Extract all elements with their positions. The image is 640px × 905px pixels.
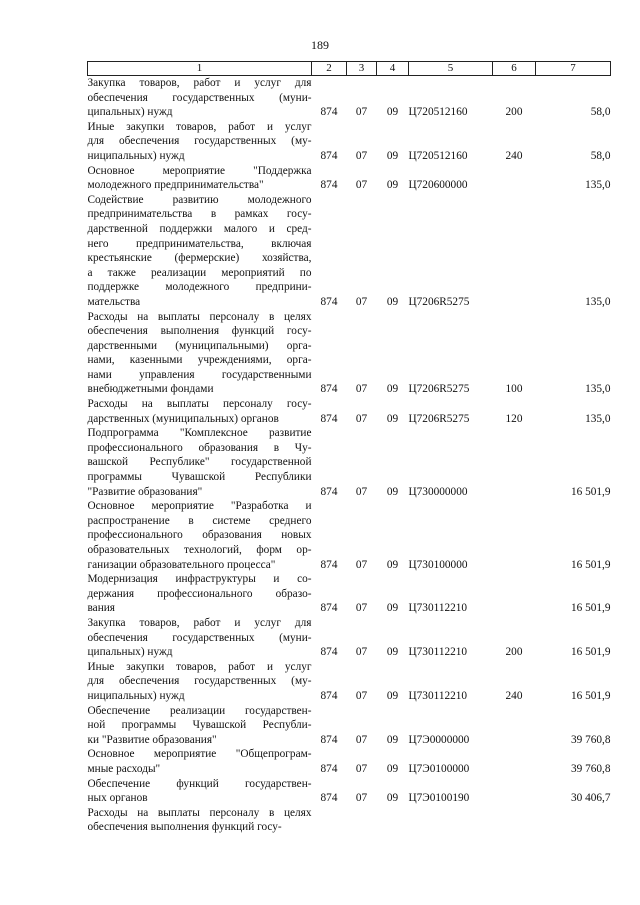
description-line: ки "Развитие образования" [87,733,217,746]
description-line: профессионального образования новых [87,529,312,542]
table-row [88,120,611,164]
section-code: 07 [355,733,368,746]
amount: 135,0 [585,179,611,192]
table-row [88,747,611,776]
row-description [88,806,312,835]
amount: 16 501,9 [570,558,611,571]
description-line: обеспечения выполнения функций госу- [87,821,282,834]
amount: 16 501,9 [570,646,611,659]
subsection-code: 09 [386,602,399,615]
description-line: Содействие развитию молодежного [87,193,312,206]
ministry-code: 874 [320,485,338,498]
description-line: Закупка товаров, работ и услуг для [87,77,312,89]
subsection-code: 09 [386,149,399,162]
ministry-code: 874 [320,106,338,119]
ministry-code: 874 [320,792,338,805]
column-header-2: 2 [312,62,347,76]
description-line: дарственных (муниципальных) органов [87,412,279,425]
description-line: вашской Республике" государственной [87,456,312,469]
description-line: ципальных) нужд [87,106,173,119]
expense-type-code [493,704,536,748]
description-line: профессионального образования в Чу- [87,441,312,454]
ministry-code: 874 [320,602,338,615]
ministry-code: 874 [320,762,338,775]
description-line: Модернизация инфраструктуры и со- [87,573,312,586]
amount: 39 760,8 [570,762,611,775]
description-line: обеспечения выполнения функций госу- [87,325,312,338]
description-line: Подпрограмма "Комплексное развитие [87,427,312,440]
table-row [88,310,611,398]
page-number: 189 [311,38,329,52]
description-line: нами управления государственными [87,368,312,381]
amount [536,806,611,835]
column-header-7: 7 [536,62,611,76]
ministry-code: 874 [320,295,338,308]
subsection-code: 09 [386,383,399,396]
amount: 135,0 [585,295,611,308]
row-description [88,616,312,660]
table-row [88,164,611,193]
subsection-code: 09 [386,733,399,746]
amount: 16 501,9 [570,602,611,615]
table-row [88,426,611,499]
description-line: Иные закупки товаров, работ и услуг [87,660,312,673]
description-line: "Развитие образования" [87,485,203,498]
description-line: Иные закупки товаров, работ и услуг [87,120,312,133]
description-line: поддержке молодежного предприни- [87,281,312,294]
expense-type-code: 200 [505,646,523,659]
subsection-code: 09 [386,295,399,308]
expense-type-code [493,806,536,835]
amount: 16 501,9 [570,485,611,498]
table-row [88,660,611,704]
subsection-code: 09 [386,646,399,659]
expense-type-code: 240 [505,149,523,162]
expense-type-code: 200 [505,106,523,119]
target-article-code: Ц7206R5275 [408,412,470,425]
row-description [88,660,312,704]
table-row [88,572,611,616]
amount: 135,0 [585,383,611,396]
table-row [88,777,611,806]
section-code: 07 [355,762,368,775]
description-line: крестьянские (фермерские) хозяйства, [87,252,312,265]
description-line: мные расходы" [87,762,161,775]
ministry-code: 874 [320,412,338,425]
section-code: 07 [355,149,368,162]
target-article-code: Ц7Э0100000 [408,762,470,775]
target-article-code: Ц7206R5275 [408,295,470,308]
ministry-code: 874 [320,179,338,192]
description-line: вания [87,602,115,615]
column-header-3: 3 [347,62,377,76]
expense-type-code [493,426,536,499]
description-line: Основное мероприятие "Разработка и [87,500,312,513]
description-line: ной программы Чувашской Республи- [87,719,312,732]
row-description [88,747,312,776]
expense-type-code [493,193,536,310]
description-line: а также реализации мероприятий по [87,266,312,279]
subsection-code: 09 [386,792,399,805]
description-line: Расходы на выплаты персоналу госу- [87,398,312,411]
row-description [88,120,312,164]
description-line: Обеспечение реализации государствен- [87,704,312,717]
description-line: ниципальных) нужд [87,149,185,162]
target-article-code: Ц730112210 [408,689,468,702]
row-description [88,164,312,193]
subsection-code: 09 [386,558,399,571]
row-description [88,193,312,310]
table-row [88,704,611,748]
expense-type-code [493,747,536,776]
subsection-code [377,806,409,835]
expense-type-code: 240 [505,689,523,702]
expense-type-code: 100 [505,383,523,396]
table-row [88,806,611,835]
ministry-code: 874 [320,733,338,746]
section-code: 07 [355,485,368,498]
row-description [88,499,312,572]
subsection-code: 09 [386,762,399,775]
description-line: молодежного предпринимательства" [87,179,264,192]
section-code: 07 [355,558,368,571]
description-line: для обеспечения государственных (му- [87,675,312,688]
budget-table [87,61,611,835]
ministry-code: 874 [320,383,338,396]
description-line: для обеспечения государственных (му- [87,135,312,148]
target-article-code: Ц720512160 [408,106,468,119]
description-line: Основное мероприятие "Поддержка [87,164,312,177]
description-line: Закупка товаров, работ и услуг для [87,616,312,629]
subsection-code: 09 [386,106,399,119]
amount: 135,0 [585,412,611,425]
column-header-6: 6 [493,62,536,76]
description-line: предпринимательства в рамках госу- [87,208,312,221]
expense-type-code [493,499,536,572]
ministry-code: 874 [320,149,338,162]
description-line: обеспечения государственных (муни- [87,631,312,644]
expense-type-code [493,777,536,806]
target-article-code: Ц7206R5275 [408,383,470,396]
target-article-code: Ц720512160 [408,149,468,162]
ministry-code [312,806,347,835]
description-line: внебюджетными фондами [87,383,214,396]
section-code: 07 [355,412,368,425]
target-article-code: Ц730112210 [408,646,468,659]
description-line: обеспечения государственных (муни- [87,91,312,104]
description-line: программы Чувашской Республики [87,471,312,484]
amount: 30 406,7 [570,792,611,805]
description-line: ципальных) нужд [87,646,173,659]
section-code: 07 [355,646,368,659]
target-article-code: Ц730112210 [408,602,468,615]
section-code: 07 [355,689,368,702]
ministry-code: 874 [320,558,338,571]
description-line: ных органов [87,792,148,805]
description-line: него предпринимательства, включая [87,237,312,250]
target-article-code: Ц720600000 [408,179,468,192]
header-row [88,62,611,76]
section-code: 07 [355,106,368,119]
table-row [88,616,611,660]
target-article-code: Ц7Э0000000 [408,733,470,746]
description-line: Обеспечение функций государствен- [87,777,312,790]
table-row [88,193,611,310]
column-header-4: 4 [377,62,409,76]
description-line: дарственной поддержки малого и сред- [87,222,312,235]
section-code: 07 [355,383,368,396]
section-code: 07 [355,792,368,805]
amount: 16 501,9 [570,689,611,702]
column-header-5: 5 [409,62,493,76]
target-article-code: Ц7Э0100190 [408,792,470,805]
row-description [88,704,312,748]
row-description [88,426,312,499]
description-line: дарственными (муниципальными) орга- [87,339,312,352]
subsection-code: 09 [386,179,399,192]
subsection-code: 09 [386,485,399,498]
expense-type-code: 120 [505,412,523,425]
row-description [88,777,312,806]
amount: 39 760,8 [570,733,611,746]
description-line: мательства [87,295,141,308]
amount: 58,0 [590,106,611,119]
description-line: Основное мероприятие "Общепрограм- [87,748,312,761]
ministry-code: 874 [320,646,338,659]
section-code: 07 [355,179,368,192]
description-line: образовательных технологий, форм ор- [87,544,312,556]
table-row [88,499,611,572]
table-row [88,397,611,426]
description-line: держания профессионального образо- [87,587,312,600]
column-header-1: 1 [88,62,312,76]
target-article-code: Ц730100000 [408,558,468,571]
description-line: нами, казенными учреждениями, орга- [87,354,312,367]
row-description [88,397,312,426]
row-description [88,76,312,120]
target-article-code: Ц730000000 [408,485,468,498]
expense-type-code [493,572,536,616]
table-row [88,76,611,120]
amount: 58,0 [590,149,611,162]
section-code [347,806,377,835]
description-line: Расходы на выплаты персоналу в целях [87,806,312,819]
section-code: 07 [355,295,368,308]
row-description [88,572,312,616]
description-line: распространение в системе среднего [87,514,312,527]
ministry-code: 874 [320,689,338,702]
description-line: Расходы на выплаты персоналу в целях [87,310,312,323]
subsection-code: 09 [386,689,399,702]
description-line: ганизации образовательного процесса" [87,558,276,571]
description-line: ниципальных) нужд [87,689,185,702]
row-description [88,310,312,398]
section-code: 07 [355,602,368,615]
target-article-code [409,806,493,835]
subsection-code: 09 [386,412,399,425]
expense-type-code [493,164,536,193]
